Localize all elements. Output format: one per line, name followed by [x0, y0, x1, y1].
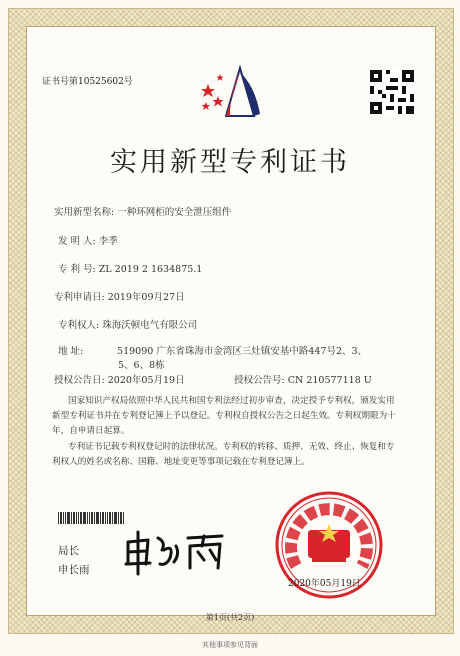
page-info: 第1页(共2页) [205, 613, 255, 622]
field-grant-number-value: CN 210577118 U [287, 375, 372, 386]
field-inventor [58, 233, 118, 247]
paragraph-grant-line3: 年，自申请日起算。 [52, 426, 130, 436]
field-grant-date-value: 2020年05月19日 [107, 375, 185, 386]
field-name [54, 204, 231, 218]
field-patent-holder-label: 专利权人: [58, 320, 100, 331]
certificate-title: 实用新型专利证书 [110, 147, 350, 178]
field-grant-date-label: 授权公告日: [54, 375, 105, 386]
field-inventor-label: 发 明 人: [58, 236, 96, 247]
paragraph-legal-status [52, 440, 412, 470]
field-filing-date [54, 289, 185, 303]
barcode [58, 509, 144, 521]
field-filing-date-value: 2019年09月27日 [107, 292, 185, 303]
seal-date: 2020年05月19日 [288, 579, 361, 589]
field-address-line2: 5、6、8栋 [118, 360, 165, 371]
field-address-label: 地 址: [58, 346, 84, 357]
certificate-number: 证书号第10525602号 [42, 77, 133, 87]
field-name-label: 实用新型名称: [54, 207, 115, 218]
cnipa-emblem-icon [196, 62, 272, 120]
field-filing-date-label: 专利申请日: [54, 292, 105, 303]
paragraph-grant-line2: 新型专利证书并在专利登记簿上予以登记。专利权自授权公告之日起生效。专利权期限为十 [52, 411, 396, 421]
field-name-value: 一种环网柜的安全泄压组件 [117, 207, 232, 218]
paragraph-grant-line1: 国家知识产权局依照中华人民共和国专利法经过初步审查，决定授予专利权，颁发实用 [68, 396, 395, 406]
field-inventor-value: 李季 [98, 236, 118, 247]
paragraph-legal-line1: 专利证书记载专利权登记时的法律状况。专利权的转移、质押、无效、终止、恢复和专 [68, 442, 395, 452]
field-grant-number [234, 372, 372, 386]
field-patent-number [58, 261, 202, 275]
back-note: 其他事项参见背面 [202, 641, 258, 649]
field-grant-number-label: 授权公告号: [234, 375, 285, 386]
field-address-value: 519090 广东省珠海市金湾区三灶镇安基中路447号2、3、 [117, 346, 368, 357]
paragraph-legal-line2: 利权人的姓名或名称、国籍、地址变更等事项记载在专利登记簿上。 [52, 457, 310, 467]
field-patent-holder [58, 317, 197, 331]
field-patent-holder-value: 珠海沃顿电气有限公司 [102, 320, 198, 331]
field-patent-number-label: 专 利 号: [58, 264, 96, 275]
director-signature [118, 528, 238, 578]
field-patent-number-value: ZL 2019 2 1634875.1 [98, 264, 203, 275]
director-title: 局长 [58, 545, 79, 557]
field-grant-date [54, 372, 185, 386]
paragraph-grant [52, 394, 412, 439]
qr-code-icon [370, 70, 414, 114]
field-address [58, 343, 367, 357]
director-name: 申长雨 [58, 564, 90, 576]
